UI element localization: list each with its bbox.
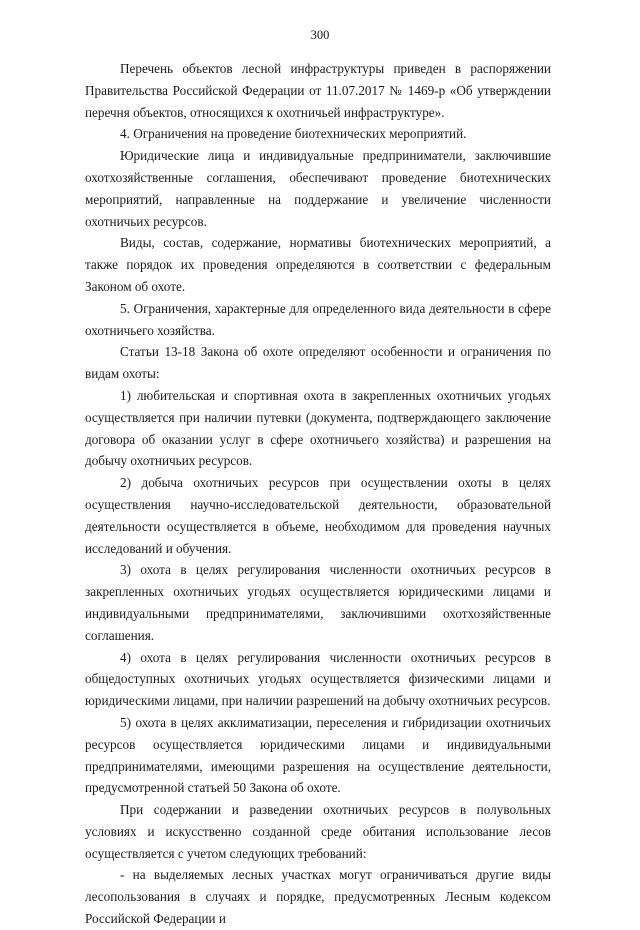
- list-item-amateur-hunting: 1) любительская и спортивная охота в закрепленных охотничьих угодьях осуществляется при наличии путевки (документа, подтверждающего заключение договора об оказании услуг в сфере охотничьего хозяйства) и разрешения на добычу охотничьих ресурсов.: [85, 387, 551, 469]
- list-item-regulation-public-lands: 4) охота в целях регулирования численности охотничьих ресурсов в общедоступных охотничьих угодьях осуществляется физическими лицами и юридическими лицами, при наличии разрешений на добычу охотничьих ресурсов.: [85, 649, 551, 709]
- page-number: 300: [310, 28, 330, 42]
- paragraph-heading-biotech-restrictions: 4. Ограничения на проведение биотехнических мероприятий.: [120, 126, 467, 142]
- list-item-regulation-assigned-lands: 3) охота в целях регулирования численности охотничьих ресурсов в закрепленных охотничьих угодьях осуществляется юридическими лицами и индивидуальными предпринимателями, заключившими охотхозяйственные соглашения.: [85, 562, 551, 643]
- paragraph-semi-free-breeding: При содержании и разведении охотничьих ресурсов в полувольных условиях и искусственно созданной среде обитания использование лесов осуществляется с учетом следующих требований:: [85, 802, 551, 861]
- list-item-research-hunting: 2) добыча охотничьих ресурсов при осуществлении охоты в целях осуществления научно-исследовательской деятельности, образовательной деятельности осуществляется в объеме, необходимом для проведения научных исследований и обучения.: [85, 475, 551, 556]
- paragraph-biotech-types: Виды, состав, содержание, нормативы биотехнических мероприятий, а также порядок их проведения определяются в соответствии с федеральным Законом об охоте.: [85, 235, 551, 294]
- paragraph-heading-activity-restrictions: 5. Ограничения, характерные для определенного вида деятельности в сфере охотничьего хозяйства.: [85, 300, 551, 338]
- paragraph-infrastructure-list: Перечень объектов лесной инфраструктуры приведен в распоряжении Правительства Российской Федерации от 11.07.2017 № 1469-р «Об утверждении перечня объектов, относящихся к охотничьей инфраструктуре».: [85, 61, 551, 120]
- document-body: [85, 58, 551, 930]
- list-item-forest-use-limits: - на выделяемых лесных участках могут ограничиваться другие виды лесопользования в случаях и порядке, предусмотренных Лесным кодексом Российской Федерации и: [85, 867, 551, 927]
- list-item-acclimatization: 5) охота в целях акклиматизации, переселения и гибридизации охотничьих ресурсов осуществляется юридическими лицами и индивидуальными предпринимателями, имеющими разрешения на осуществление деятельности, предусмотренной статьей 50 Закона об охоте.: [85, 714, 551, 796]
- paragraph-articles-13-18: Статьи 13-18 Закона об охоте определяют особенности и ограничения по видам охоты:: [85, 344, 551, 382]
- paragraph-legal-entities: Юридические лица и индивидуальные предприниматели, заключившие охотхозяйственные соглашения, обеспечивают проведение биотехнических мероприятий, направленные на поддержание и увеличение численности охотничьих ресурсов.: [85, 148, 551, 229]
